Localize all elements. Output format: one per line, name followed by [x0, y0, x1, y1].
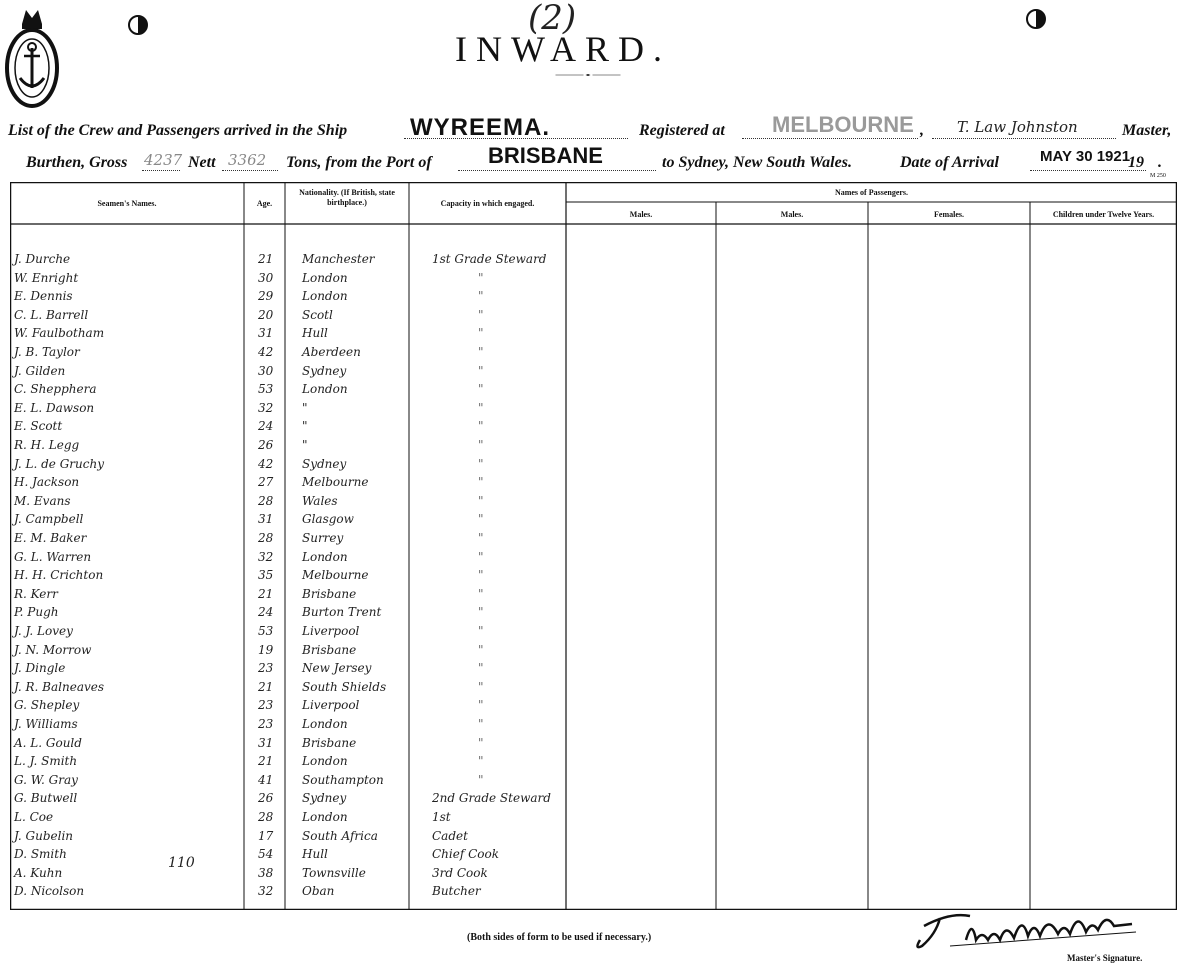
crew-nationality: Hull — [302, 847, 328, 861]
crew-capacity: Chief Cook — [432, 847, 500, 861]
crew-name: C. Shepphera — [14, 382, 97, 396]
crew-name: J. Gubelin — [14, 829, 74, 843]
crew-nationality: London — [302, 810, 348, 824]
crew-name: D. Nicolson — [14, 884, 85, 898]
crew-age: 38 — [258, 866, 274, 880]
crew-nationality: Liverpool — [302, 624, 360, 638]
crew-nationality: Southampton — [302, 773, 384, 787]
crew-name: J. Durche — [14, 252, 71, 266]
form-code: M 250 — [1150, 173, 1166, 179]
crew-age: 53 — [258, 382, 274, 396]
punch-hole-icon — [1025, 8, 1047, 30]
crew-name: L. J. Smith — [14, 754, 78, 768]
burthen-label: Burthen, Gross — [26, 154, 128, 171]
crew-name: M. Evans — [14, 494, 71, 508]
gross-tonnage: 4237 — [144, 151, 183, 169]
crew-nationality: Burton Trent — [302, 605, 382, 619]
crew-name: J. Dingle — [14, 661, 66, 675]
crew-capacity: " — [478, 531, 484, 545]
crew-age: 24 — [258, 605, 274, 619]
crew-capacity: " — [478, 438, 484, 452]
crew-capacity: " — [478, 754, 484, 768]
signature-label: Master's Signature. — [1067, 953, 1143, 963]
crew-capacity: " — [478, 271, 484, 285]
crew-capacity: " — [478, 382, 484, 396]
nett-tonnage: 3362 — [228, 151, 267, 169]
arrival-label: Date of Arrival — [900, 154, 999, 171]
crew-nationality: London — [302, 717, 348, 731]
crew-name: C. L. Barrell — [14, 308, 89, 322]
crew-capacity: " — [478, 512, 484, 526]
crew-age: 23 — [258, 698, 274, 712]
crew-nationality: Sydney — [302, 457, 347, 471]
crew-nationality: London — [302, 754, 348, 768]
crew-name: J. L. de Gruchy — [14, 457, 104, 471]
crew-name: R. H. Legg — [14, 438, 80, 452]
crew-nationality: London — [302, 382, 348, 396]
crew-name: J. B. Taylor — [14, 345, 80, 359]
crew-age: 23 — [258, 661, 274, 675]
crew-capacity: " — [478, 364, 484, 378]
crew-age: 21 — [258, 680, 274, 694]
crew-capacity: " — [478, 680, 484, 694]
crew-age: 31 — [258, 736, 274, 750]
crew-age: 28 — [258, 494, 274, 508]
crew-name: G. W. Gray — [14, 773, 78, 787]
crew-name: J. J. Lovey — [14, 624, 73, 638]
crew-capacity: Cadet — [432, 829, 468, 843]
crew-capacity: " — [478, 550, 484, 564]
crew-nationality: Oban — [302, 884, 335, 898]
document-title: INWARD. — [455, 29, 671, 69]
crew-capacity: " — [478, 587, 484, 601]
ship-name: WYREEMA. — [410, 114, 550, 141]
port-of-origin: BRISBANE — [488, 143, 603, 168]
crew-age: 29 — [258, 289, 274, 303]
col-females: Females. — [934, 210, 964, 219]
crew-nationality: Hull — [302, 326, 328, 340]
crew-nationality: Scotl — [302, 308, 333, 322]
crew-nationality: London — [302, 289, 348, 303]
crew-capacity: " — [478, 643, 484, 657]
crew-age: 23 — [258, 717, 274, 731]
arrival-date: MAY 30 1921 — [1040, 148, 1131, 165]
crew-capacity: 1st — [432, 810, 451, 824]
crew-capacity: 3rd Cook — [432, 866, 488, 880]
crew-name: A. Kuhn — [14, 866, 63, 880]
crew-capacity: " — [478, 698, 484, 712]
crew-age: 42 — [258, 345, 274, 359]
crew-capacity: " — [478, 419, 484, 433]
crew-nationality: " — [302, 438, 308, 452]
crew-age: 17 — [258, 829, 274, 843]
punch-hole-icon — [127, 14, 149, 36]
col-passengers: Names of Passengers. — [834, 188, 909, 197]
footer-note: (Both sides of form to be used if necessary.) — [467, 932, 652, 943]
crew-age: 30 — [258, 271, 274, 285]
crew-nationality: Wales — [302, 494, 338, 508]
crew-capacity: " — [478, 326, 484, 340]
crew-name: J. Williams — [14, 717, 78, 731]
crew-name: J. Gilden — [14, 364, 66, 378]
title-ornament — [523, 74, 653, 76]
crew-table-grid — [10, 182, 1177, 910]
master-label: Master, — [1122, 122, 1172, 139]
crew-nationality: Brisbane — [302, 587, 357, 601]
crew-age: 26 — [258, 791, 274, 805]
crew-nationality: " — [302, 401, 308, 415]
crew-age: 27 — [258, 475, 274, 489]
crew-name: H. H. Crichton — [14, 568, 104, 582]
crew-name: G. Shepley — [14, 698, 80, 712]
crew-name: G. L. Warren — [14, 550, 92, 564]
master-name: T. Law Johnston — [957, 118, 1078, 136]
crew-name: H. Jackson — [14, 475, 80, 489]
crew-age: 31 — [258, 512, 274, 526]
crew-age: 41 — [258, 773, 274, 787]
crew-age: 24 — [258, 419, 274, 433]
crew-capacity: " — [478, 568, 484, 582]
crew-nationality: Liverpool — [302, 698, 360, 712]
nett-label: Nett — [188, 154, 216, 171]
crew-nationality: Manchester — [302, 252, 375, 266]
crew-nationality: Brisbane — [302, 736, 357, 750]
crew-age: 32 — [258, 884, 274, 898]
crew-capacity: " — [478, 717, 484, 731]
col-children: Children under Twelve Years. — [1052, 210, 1155, 219]
crew-age: 31 — [258, 326, 274, 340]
registered-label: Registered at — [639, 122, 725, 139]
crew-age: 28 — [258, 531, 274, 545]
col-capacity: Capacity in which engaged. — [440, 199, 535, 208]
crew-name: E. Dennis — [14, 289, 73, 303]
crew-age: 42 — [258, 457, 274, 471]
page-number: (2) — [528, 0, 577, 38]
crew-nationality: Sydney — [302, 791, 347, 805]
crew-name: J. N. Morrow — [14, 643, 92, 657]
crew-capacity: " — [478, 773, 484, 787]
crew-capacity: " — [478, 661, 484, 675]
col-age: Age. — [256, 199, 273, 208]
col-nationality: Nationality. (If British, state birthplace.) — [299, 188, 395, 207]
col-seamen-names: Seamen's Names. — [97, 199, 157, 208]
crew-capacity: 1st Grade Steward — [432, 252, 547, 266]
header-line1-prefix: List of the Crew and Passengers arrived in the Ship — [8, 122, 348, 139]
crew-nationality: South Africa — [302, 829, 378, 843]
crew-age: 53 — [258, 624, 274, 638]
crew-age: 20 — [258, 308, 274, 322]
registered-port: MELBOURNE — [772, 112, 914, 137]
arrival-year-suffix: 19 — [1128, 154, 1144, 171]
crew-capacity: 2nd Grade Steward — [432, 791, 551, 805]
col-males-2: Males. — [780, 210, 804, 219]
crew-name: J. R. Balneaves — [14, 680, 105, 694]
crew-nationality: Townsville — [302, 866, 366, 880]
crew-nationality: London — [302, 550, 348, 564]
crew-name: E. M. Baker — [14, 531, 87, 545]
crew-name: G. Butwell — [14, 791, 78, 805]
crew-age: 30 — [258, 364, 274, 378]
crew-nationality: London — [302, 271, 348, 285]
crew-nationality: Surrey — [302, 531, 344, 545]
crew-nationality: Melbourne — [302, 568, 369, 582]
crew-capacity: " — [478, 475, 484, 489]
crew-nationality: Sydney — [302, 364, 347, 378]
crew-age: 21 — [258, 252, 274, 266]
col-males-1: Males. — [629, 210, 653, 219]
crew-age: 19 — [258, 643, 274, 657]
tons-label: Tons, from the Port of — [286, 154, 432, 171]
crew-nationality: New Jersey — [302, 661, 372, 675]
crew-age: 35 — [258, 568, 274, 582]
crew-nationality: South Shields — [302, 680, 387, 694]
crew-capacity: " — [478, 605, 484, 619]
destination-label: to Sydney, New South Wales. — [662, 154, 852, 171]
crew-capacity: " — [478, 736, 484, 750]
crew-capacity: " — [478, 457, 484, 471]
crew-name: R. Kerr — [14, 587, 58, 601]
crew-name: L. Coe — [14, 810, 54, 824]
crew-age: 21 — [258, 754, 274, 768]
crew-name: E. L. Dawson — [14, 401, 95, 415]
crew-nationality: " — [302, 419, 308, 433]
crew-capacity: " — [478, 308, 484, 322]
crew-name: P. Pugh — [14, 605, 59, 619]
margin-number: 110 — [168, 855, 195, 871]
crew-capacity: " — [478, 289, 484, 303]
crew-name: W. Enright — [14, 271, 79, 285]
crew-name: W. Faulbotham — [14, 326, 105, 340]
crew-name: A. L. Gould — [14, 736, 82, 750]
crew-nationality: Brisbane — [302, 643, 357, 657]
crew-capacity: " — [478, 624, 484, 638]
master-signature — [910, 900, 1140, 960]
crew-capacity: Butcher — [432, 884, 481, 898]
crew-age: 28 — [258, 810, 274, 824]
crew-capacity: " — [478, 494, 484, 508]
crew-age: 26 — [258, 438, 274, 452]
crew-age: 54 — [258, 847, 274, 861]
crew-nationality: Aberdeen — [302, 345, 361, 359]
crew-capacity: " — [478, 401, 484, 415]
crew-name: E. Scott — [14, 419, 63, 433]
crew-nationality: Melbourne — [302, 475, 369, 489]
crew-name: D. Smith — [14, 847, 67, 861]
crew-age: 32 — [258, 550, 274, 564]
seal-logo — [4, 2, 60, 108]
crew-name: J. Campbell — [14, 512, 84, 526]
crew-nationality: Glasgow — [302, 512, 354, 526]
crew-capacity: " — [478, 345, 484, 359]
crew-age: 21 — [258, 587, 274, 601]
crew-age: 32 — [258, 401, 274, 415]
